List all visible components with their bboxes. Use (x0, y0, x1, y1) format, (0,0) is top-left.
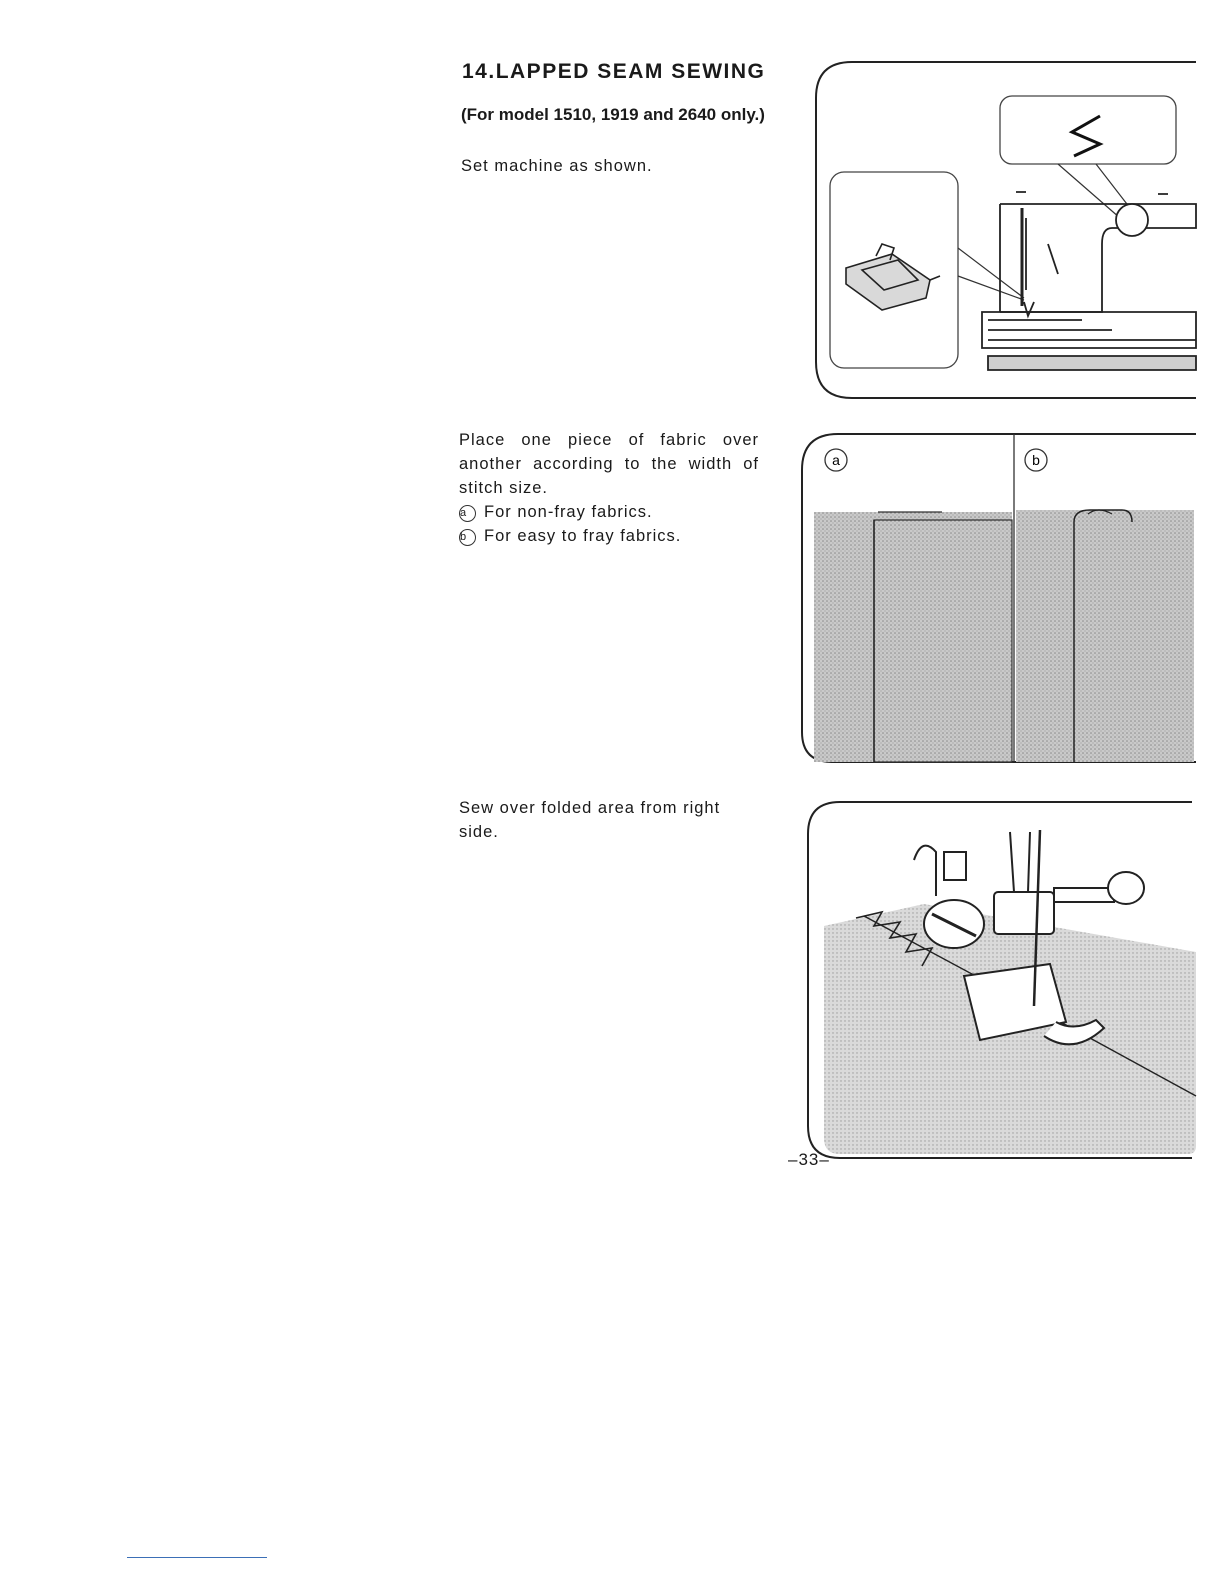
figure-fabric-overlap (798, 428, 1196, 768)
step-2-text: Place one piece of fabric over another according to the width of stitch size. (459, 431, 759, 497)
option-a-line (459, 500, 759, 524)
zigzag-stitch-icon (1072, 116, 1100, 156)
figure-sewing-seam (804, 796, 1196, 1168)
option-b-marker: b (459, 529, 476, 546)
model-note: (For model 1510, 1919 and 2640 only.) (461, 105, 765, 124)
option-a-marker: a (459, 505, 476, 522)
option-a-text: For non-fray fabrics. (484, 503, 653, 521)
presser-foot-illustration (846, 244, 940, 310)
label-b: b (1032, 452, 1040, 468)
option-b-line (459, 524, 759, 548)
stitch-selector-callout (1000, 96, 1176, 164)
step-1-text: Set machine as shown. (461, 157, 653, 175)
option-b-text: For easy to fray fabrics. (484, 527, 682, 545)
fabric-a-top (874, 520, 1012, 762)
page-number: –33– (788, 1150, 830, 1169)
step-3-text: Sew over folded area from right side. (459, 799, 721, 841)
section-title: 14.LAPPED SEAM SEWING (462, 60, 766, 83)
step-2-block (459, 428, 759, 548)
figure-machine-setup (812, 58, 1196, 402)
label-a: a (832, 452, 840, 468)
sewing-machine-illustration (982, 192, 1196, 370)
footer-rule (127, 1557, 267, 1558)
